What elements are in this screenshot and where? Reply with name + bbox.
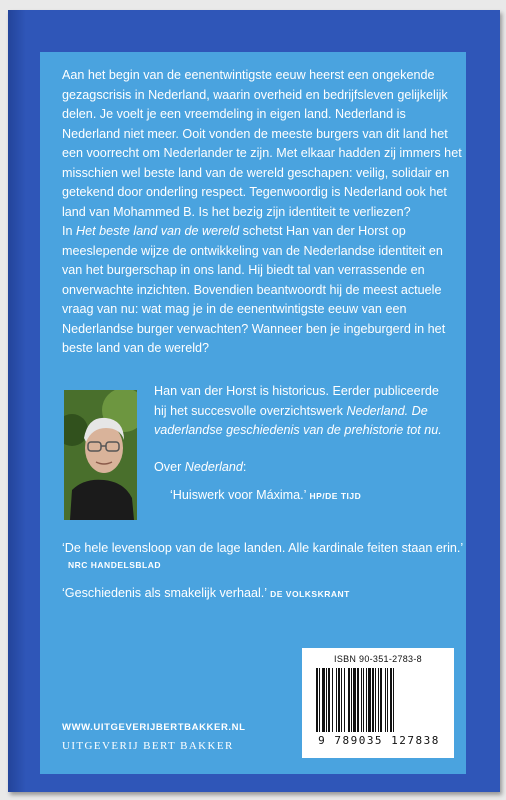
blurb [62,66,462,359]
spine-shade [8,10,26,792]
barcode-box [302,648,454,758]
author-bio: Han van der Horst is historicus. Eerder publiceerde hij het succesvolle overzichtswerk Nederland. De vaderlandse geschiedenis van de prehistorie tot nu. [154,384,442,437]
review-quote-3: ‘Geschiedenis als smakelijk verhaal.’ DE VOLKSKRANT [62,586,350,600]
reviews-heading: Over Nederland: [154,460,247,474]
isbn-label: ISBN 90-351-2783-8 [334,654,422,664]
publisher-website: WWW.UITGEVERIJBERTBAKKER.NL [62,722,246,733]
author-photo [64,390,137,520]
review-source-3: DE VOLKSKRANT [270,589,350,599]
blurb-paragraph-1: Aan het begin van de eenentwintigste eeuw heerst een ongekende gezagscrisis in Nederland, waarin overheid en bedrijfsleven gelijkelijk delen. Je voelt je een vreemdeling in eigen land. Nederland is Nederland niet meer. Ooit vonden de meeste burgers van dit land het een voorrecht om Nederlander te zijn. Met elkaar hadden zij immers het misschien wel beste land van de wereld geschapen: veilig, solidair en getekend door onderling respect. Tegenwoordig is Nederland ook het land van Mohammed B. Is het bezig zijn identiteit te verliezen? [62,68,462,219]
book-back-cover [8,10,500,792]
review-source-1: HP/DE TIJD [309,491,362,501]
barcode-bars [316,668,440,732]
book-title: Het beste land van de wereld [76,224,240,238]
content-panel [40,52,466,774]
review-source-2: NRC HANDELSBLAD [68,560,161,570]
ean-number: 9 789035 127838 [318,734,440,747]
blurb-paragraph-2: In Het beste land van de wereld schetst Han van der Horst op meeslepende wijze de ontwikkeling van de Nederlandse identiteit en van het burgerschap in ons land. Hij biedt tal van verrassende en onverwachte inzichten. Bovendien beantwoordt hij de meest actuele vraag van nu: wat mag je in de eenentwintigste eeuw van een Nederlandse burger verwachten? Wanneer ben je ingeburgerd in het beste land van de wereld? [62,224,446,355]
publisher-name: UITGEVERIJ BERT BAKKER [62,740,234,752]
review-quote-1: ‘Huiswerk voor Máxima.’ HP/DE TIJD [170,488,362,502]
review-quote-2: ‘De hele levensloop van de lage landen. Alle kardinale feiten staan erin.’ NRC HANDELSBLAD [62,540,463,574]
